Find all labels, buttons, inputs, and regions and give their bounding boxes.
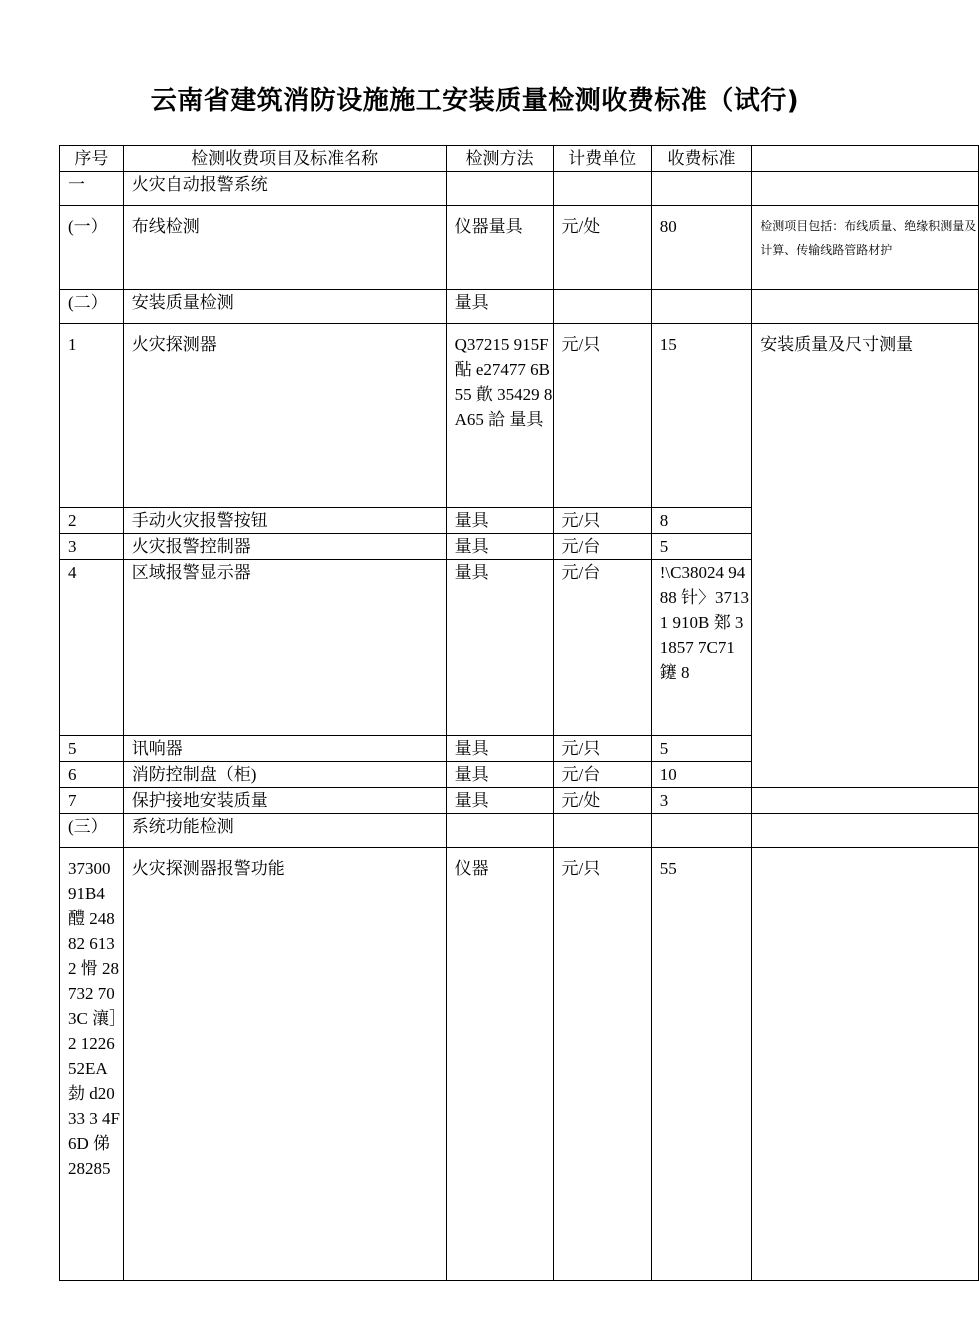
cell-name: 消防控制盘（柜) [123, 762, 446, 788]
cell-unit [553, 814, 651, 848]
cell-unit: 元/台 [553, 762, 651, 788]
cell-fee: 10 [651, 762, 751, 788]
cell-name: 讯响器 [123, 736, 446, 762]
cell-method [446, 814, 553, 848]
page-title: 云南省建筑消防设施施工安装质量检测收费标准（试行) [150, 86, 800, 116]
cell-no: (一） [60, 206, 124, 290]
cell-unit [553, 290, 651, 324]
cell-unit: 元/处 [553, 206, 651, 290]
cell-method: 量具 [446, 290, 553, 324]
cell-no: 7 [60, 788, 124, 814]
cell-fee: 5 [651, 534, 751, 560]
cell-note [752, 848, 979, 1281]
cell-no: (二） [60, 290, 124, 324]
cell-method: 量具 [446, 736, 553, 762]
cell-fee: 3 [651, 788, 751, 814]
cell-no: 37300 91B4 醴 24882 6132 愲 28732 703C 瀼］2 1226 52EA 勎 d2033 3 4F6D 俤 28285 [60, 848, 124, 1281]
cell-unit [553, 172, 651, 206]
cell-name: 安装质量检测 [123, 290, 446, 324]
cell-fee [651, 290, 751, 324]
cell-name: 手动火灾报警按钮 [123, 508, 446, 534]
cell-fee: 15 [651, 324, 751, 508]
cell-fee: 80 [651, 206, 751, 290]
cell-method [446, 172, 553, 206]
cell-name: 火灾探测器报警功能 [123, 848, 446, 1281]
header-cell-method: 检测方法 [446, 146, 553, 172]
cell-name: 系统功能检测 [123, 814, 446, 848]
cell-fee [651, 814, 751, 848]
table-row [60, 788, 979, 814]
table-row [60, 814, 979, 848]
cell-name: 布线检测 [123, 206, 446, 290]
cell-no: 6 [60, 762, 124, 788]
cell-method: 仪器 [446, 848, 553, 1281]
header-cell-name: 检测收费项目及标准名称 [123, 146, 446, 172]
cell-note: 安装质量及尺寸测量 [752, 324, 979, 788]
cell-method: 量具 [446, 788, 553, 814]
table-row [60, 206, 979, 290]
table-row [60, 848, 979, 1281]
cell-no: 一 [60, 172, 124, 206]
cell-note [752, 814, 979, 848]
cell-method: 量具 [446, 762, 553, 788]
cell-unit: 元/处 [553, 788, 651, 814]
cell-no: 3 [60, 534, 124, 560]
cell-name: 区域报警显示器 [123, 560, 446, 736]
table-row [60, 290, 979, 324]
cell-name: 保护接地安装质量 [123, 788, 446, 814]
cell-name: 火灾探测器 [123, 324, 446, 508]
cell-method: 量具 [446, 560, 553, 736]
cell-no: (三） [60, 814, 124, 848]
cell-note [752, 788, 979, 814]
cell-fee: !\C38024 9488 针〉3713 1 910B 鄈 31857 7C71 鑳 8 [651, 560, 751, 736]
cell-unit: 元/只 [553, 848, 651, 1281]
header-cell-unit: 计费单位 [553, 146, 651, 172]
cell-note [752, 172, 979, 206]
cell-note: 检测项目包括：布线质量、绝缘积测量及计算、传输线路管路材护 [752, 206, 979, 290]
cell-unit: 元/只 [553, 736, 651, 762]
cell-method: 仪器量具 [446, 206, 553, 290]
cell-method: 量具 [446, 508, 553, 534]
cell-name: 火灾报警控制器 [123, 534, 446, 560]
cell-name: 火灾自动报警系统 [123, 172, 446, 206]
table-row [60, 324, 979, 508]
cell-method: 量具 [446, 534, 553, 560]
table-header-row [60, 146, 979, 172]
header-cell-no: 序号 [60, 146, 124, 172]
cell-fee: 5 [651, 736, 751, 762]
fee-table [59, 145, 979, 1281]
cell-unit: 元/台 [553, 534, 651, 560]
header-cell-note [752, 146, 979, 172]
cell-unit: 元/只 [553, 324, 651, 508]
cell-no: 1 [60, 324, 124, 508]
cell-no: 2 [60, 508, 124, 534]
cell-method: Q37215 915F 酟 e27477 6B55 歕 35429 8A65 詥 量具 [446, 324, 553, 508]
header-cell-fee: 收费标准 [651, 146, 751, 172]
cell-fee: 8 [651, 508, 751, 534]
cell-no: 4 [60, 560, 124, 736]
cell-no: 5 [60, 736, 124, 762]
cell-unit: 元/只 [553, 508, 651, 534]
cell-fee: 55 [651, 848, 751, 1281]
table-row [60, 172, 979, 206]
cell-unit: 元/台 [553, 560, 651, 736]
cell-note [752, 290, 979, 324]
cell-fee [651, 172, 751, 206]
